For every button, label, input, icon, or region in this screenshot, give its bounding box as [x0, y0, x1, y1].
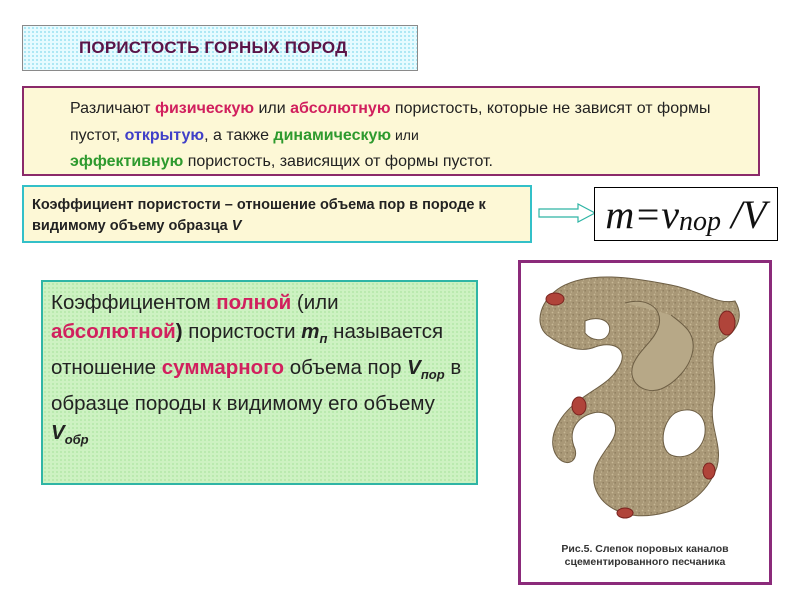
term-physical: физическую [154, 100, 255, 117]
var-v-sample: V [51, 421, 65, 445]
var-m: m [301, 320, 320, 343]
var-v-pore-subscript: пор [420, 367, 445, 383]
def-text: (или [291, 291, 339, 314]
var-m-subscript: п [319, 331, 328, 347]
def-text: Коэффициентом [51, 291, 217, 314]
intro-text: , а также [204, 127, 274, 144]
def-text: в образце породы к видимому его объему [51, 356, 462, 416]
intro-text: пористость, зависящих от формы пустот. [183, 153, 493, 170]
var-v-sample-subscript: обр [64, 432, 89, 448]
term-effective: эффективную [70, 153, 184, 170]
intro-text: пористость, которые не зависят от формы пустот, [70, 100, 711, 144]
def-text: объема пор [284, 356, 408, 380]
coefficient-variable: V [231, 218, 242, 234]
formula-V: V [742, 191, 767, 237]
term-dynamic: динамическую [273, 127, 392, 144]
def-text: пористости [182, 320, 302, 343]
term-absolute: абсолютной [51, 320, 176, 343]
term-open: открытую [124, 127, 205, 144]
intro-text: Различают [70, 100, 155, 117]
full-porosity-definition-box [41, 280, 478, 485]
intro-text: или [254, 100, 291, 117]
caption-line-2: сцементированного песчаника [564, 556, 726, 568]
coefficient-text: Коэффициент пористости – отношение объема пор в породе к видимому объему образца [32, 197, 486, 234]
intro-text-box [22, 86, 760, 176]
right-arrow-icon [538, 203, 596, 223]
formula-v: v [661, 191, 680, 237]
def-paren: ) [175, 320, 183, 343]
title-banner [22, 25, 418, 71]
term-full: полной [216, 291, 292, 314]
porosity-formula [594, 187, 778, 241]
slide-title: ПОРИСТОСТЬ ГОРНЫХ ПОРОД [79, 38, 348, 57]
def-text: называется отношение [51, 320, 444, 380]
figure-pore-cast [518, 260, 772, 585]
pore-cast-image [521, 263, 769, 539]
term-absolute: абсолютную [290, 100, 391, 117]
term-total: суммарного [161, 356, 284, 380]
figure-caption [521, 543, 769, 569]
caption-line-1: Рис.5. Слепок поровых каналов [561, 543, 729, 555]
formula-lhs: m [605, 191, 635, 237]
formula-equals: = [634, 191, 662, 237]
formula-slash: / [731, 191, 743, 237]
coefficient-definition-box [22, 185, 532, 243]
var-v-pore: V [407, 356, 421, 380]
intro-text: или [391, 127, 419, 143]
formula-subscript: пор [679, 206, 722, 237]
